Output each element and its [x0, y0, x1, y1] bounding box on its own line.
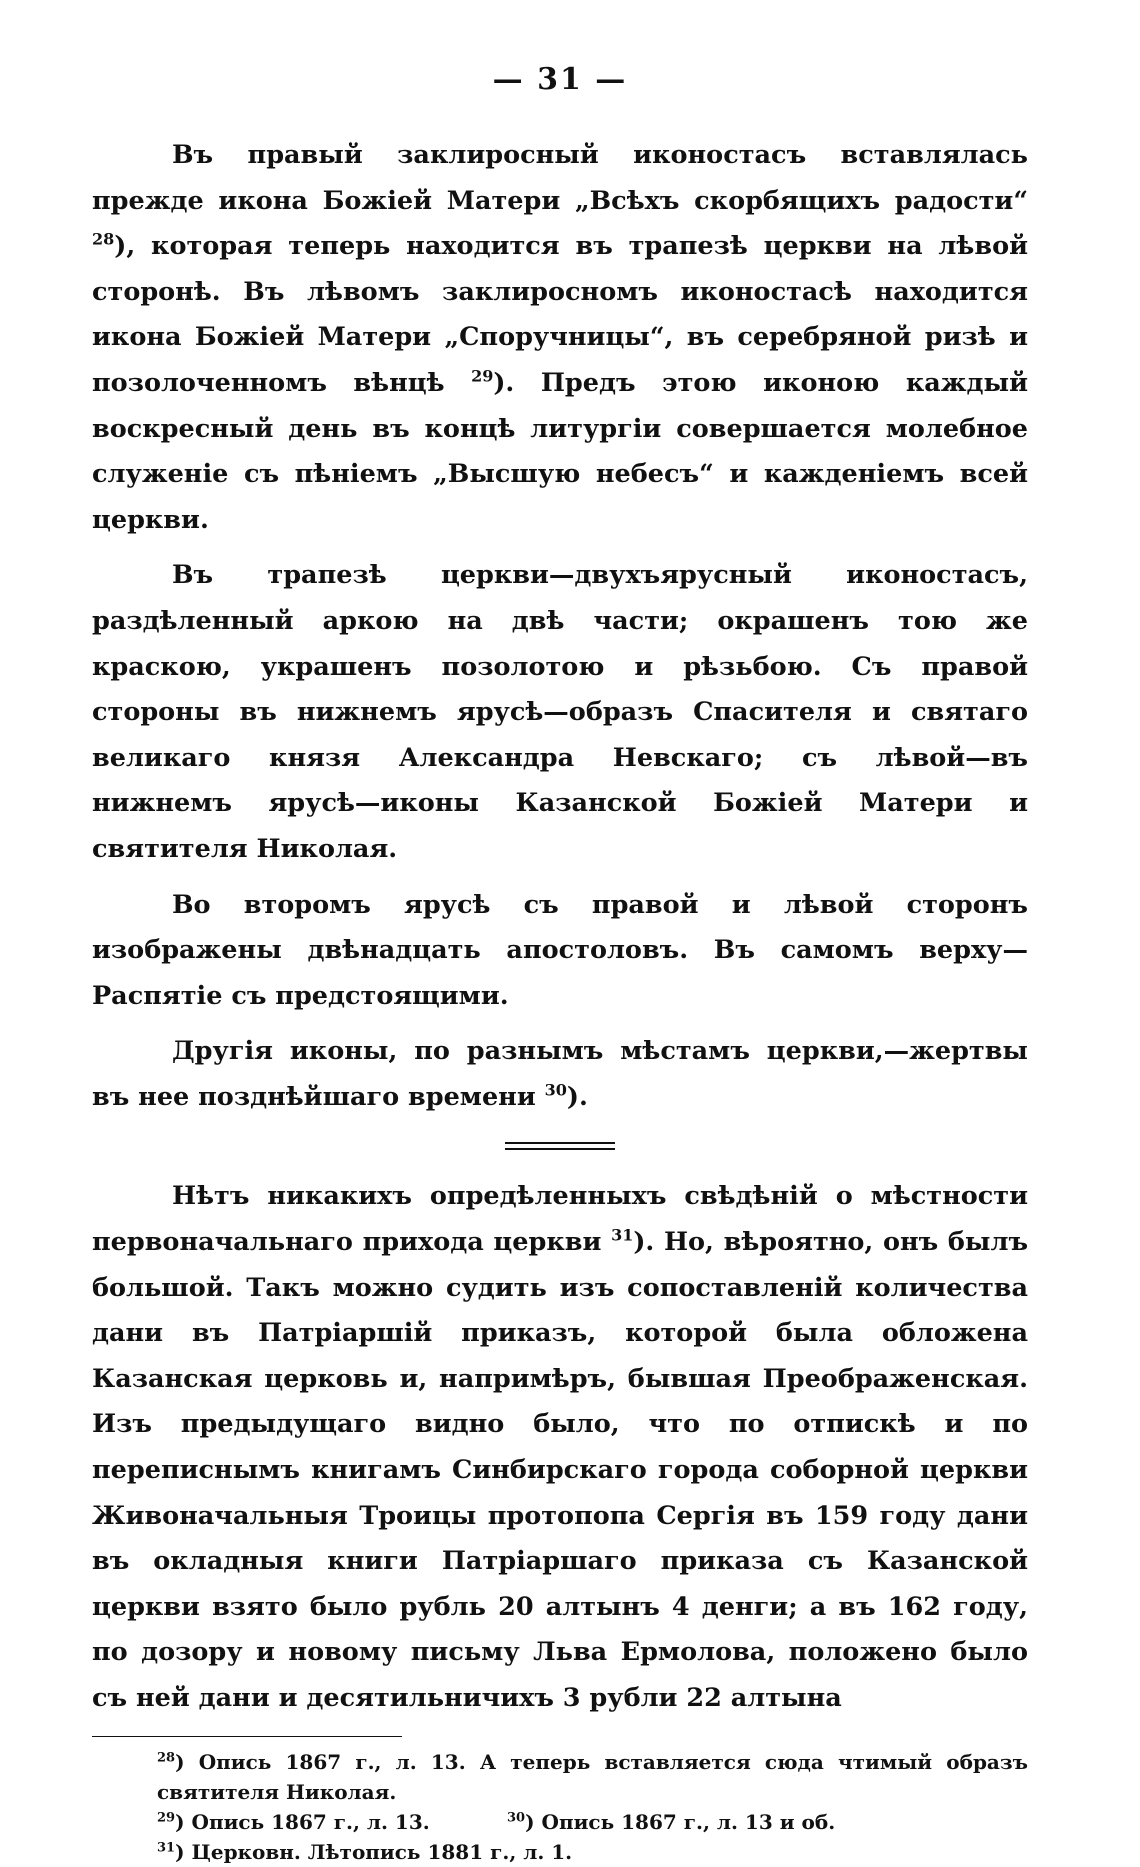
paragraph-text: ), которая теперь находится въ трапезѣ церкви на лѣвой сторонѣ. Въ лѣвомъ заклиросномъ иконостасѣ находится икона Божіей Матери „Споручницы“, въ серебряной ризѣ и позолоченномъ вѣнцѣ	[92, 231, 1028, 398]
paragraph-text: Другія иконы, по разнымъ мѣстамъ церкви,—жертвы въ нее позднѣйшаго времени	[92, 1036, 1028, 1112]
footnote-ref-29: 29	[471, 366, 494, 386]
footnote-28	[92, 1747, 1028, 1807]
footnote-text: ) Опись 1867 г., л. 13.	[175, 1809, 430, 1834]
paragraph-second-tier: Во второмъ ярусѣ съ правой и лѣвой сторонъ изображены двѣнадцать апостоловъ. Въ самомъ верху—Распятіе съ предстоящими.	[92, 889, 1028, 1011]
section-divider	[505, 1142, 615, 1150]
footnote-31	[92, 1837, 1028, 1867]
footnote-row-29-30	[92, 1807, 1028, 1837]
page	[92, 62, 1028, 1867]
paragraph-other-icons	[92, 1029, 1028, 1120]
paragraph-text: Въ правый заклиросный иконостасъ вставлялась прежде икона Божіей Матери „Всѣхъ скорбящихъ радости“	[92, 140, 1028, 216]
footnote-text: ) Церковн. Лѣтопись 1881 г., л. 1.	[175, 1839, 573, 1864]
paragraph-text: ). Но, вѣроятно, онъ былъ большой. Такъ можно судить изъ сопоставленій количества дани въ Патріаршій приказъ, которой была обложена Казанская церковь и, напримѣръ, бывшая Преображенская. Изъ предыдущаго видно было, что по отпискѣ и по переписнымъ книгамъ Синбирскаго города соборной церкви Живоначальныя Троицы протопопа Сергія въ 159 году дани въ окладныя книги Патріаршаго приказа съ Казанской церкви взято было рубль 20 алтынъ 4 денги; а въ 162 году, по дозору и новому письму Льва Ермолова, положено было съ ней дани и десятильничихъ 3 рубли 22 алтына	[92, 1227, 1029, 1713]
paragraph-refectory: Въ трапезѣ церкви—двухъярусный иконостасъ, раздѣленный аркою на двѣ части; окрашенъ тою же краскою, украшенъ позолотою и рѣзьбою. Съ правой стороны въ нижнемъ ярусѣ—образъ Спасителя и святаго великаго князя Александра Невскаго; съ лѣвой—въ нижнемъ ярусѣ—иконы Казанской Божіей Матери и святителя Николая.	[92, 560, 1028, 864]
footnote-mark: 30	[507, 1809, 526, 1825]
footnote-text: ) Опись 1867 г., л. 13. А теперь вставляется сюда чтимый образъ святителя Николая.	[157, 1749, 1028, 1804]
paragraph-text: ). Предъ этою иконою каждый воскресный день въ концѣ литургіи совершается молебное служеніе съ пѣніемъ „Высшую небесъ“ и кажденіемъ всей церкви.	[92, 367, 1028, 535]
paragraph-parish	[92, 1174, 1028, 1721]
footnote-ref-31: 31	[611, 1225, 634, 1245]
paragraph-text: Нѣтъ никакихъ опредѣленныхъ свѣдѣній о мѣстности первоначальнаго прихода церкви	[92, 1181, 1028, 1258]
page-number: — 31 —	[492, 62, 628, 97]
footnote-ref-30: 30	[544, 1080, 567, 1100]
footnote-mark: 28	[157, 1749, 176, 1765]
paragraph-iconostasis-side	[92, 133, 1028, 543]
footnote-mark: 29	[157, 1809, 176, 1825]
footnotes	[92, 1736, 1028, 1867]
footnote-29	[157, 1807, 507, 1837]
footnote-divider	[92, 1736, 402, 1737]
footnote-text: ) Опись 1867 г., л. 13 и об.	[525, 1809, 836, 1834]
footnote-ref-28: 28	[92, 229, 115, 249]
paragraph-text: ).	[566, 1081, 588, 1112]
footnote-30	[507, 1807, 835, 1837]
footnote-mark: 31	[157, 1839, 176, 1855]
